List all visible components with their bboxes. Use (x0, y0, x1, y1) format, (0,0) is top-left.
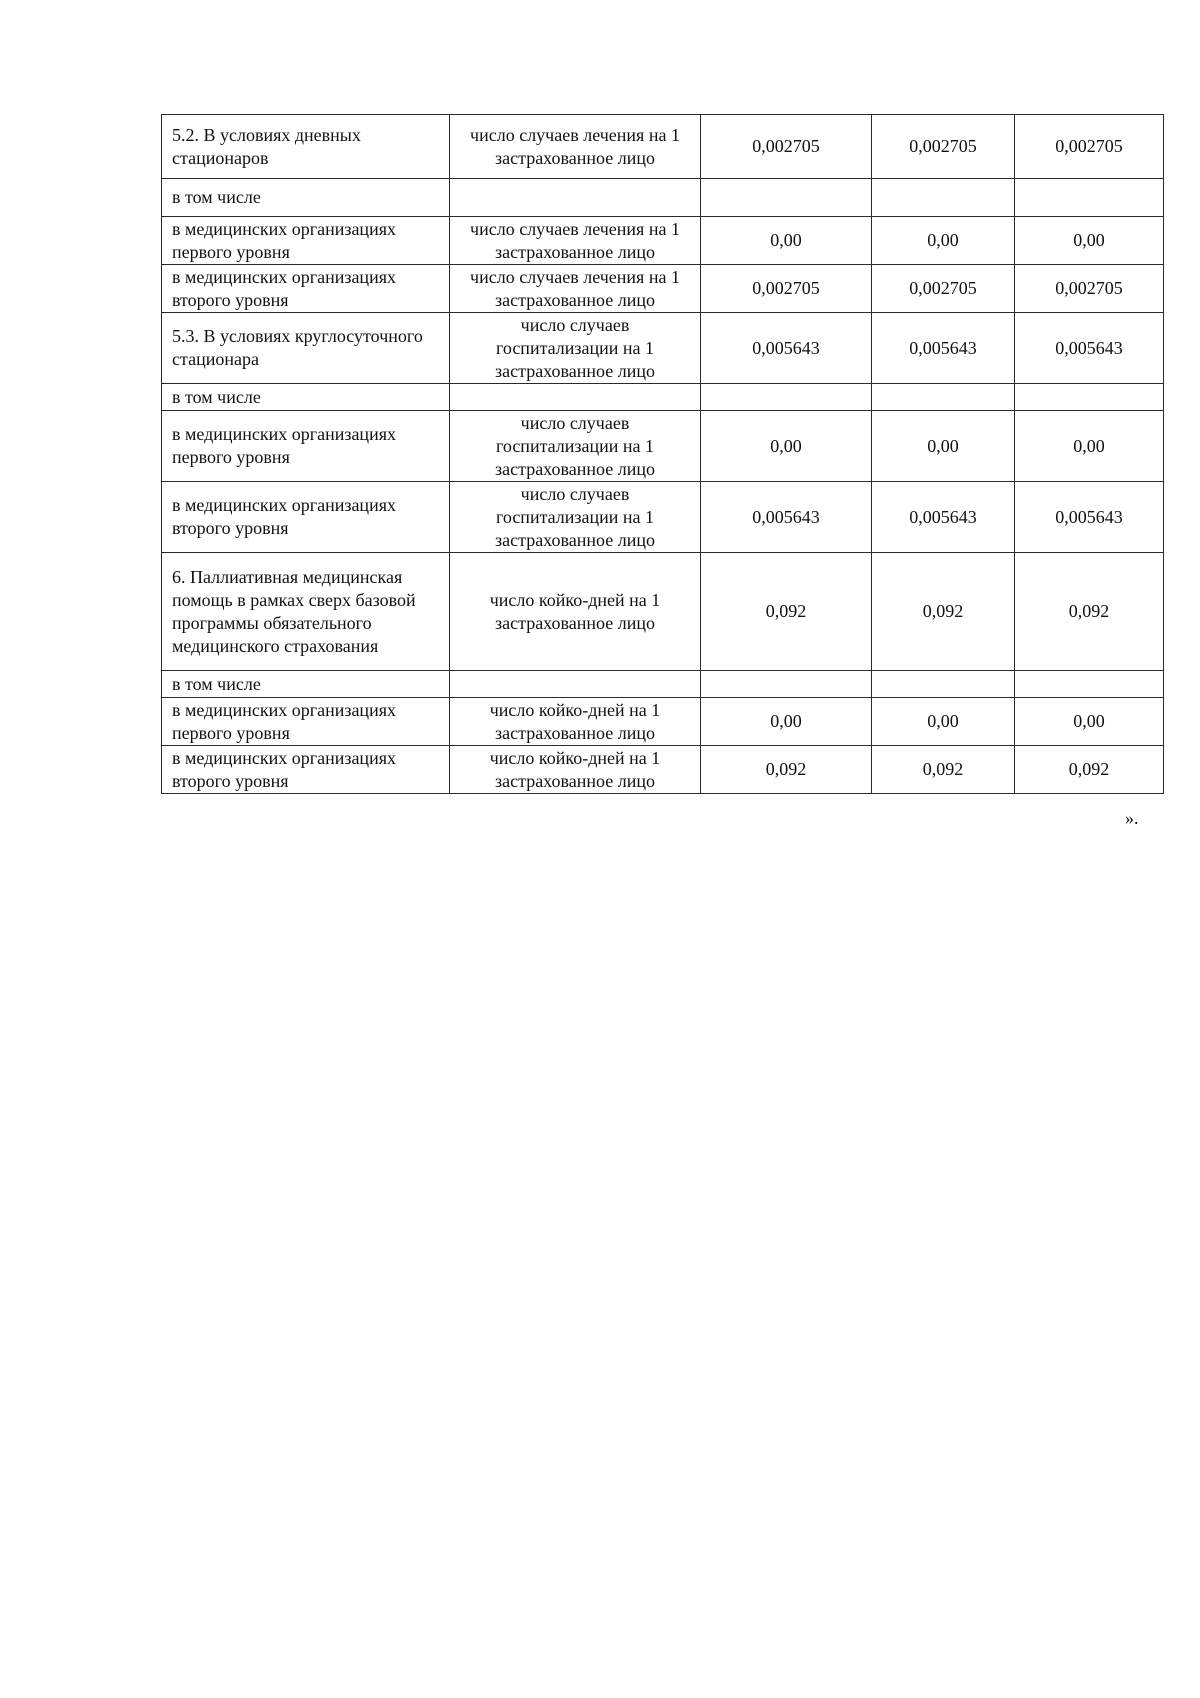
row-label-cell: в медицинских организациях первого уровня (162, 217, 450, 265)
row-label-cell: в медицинских организациях первого уровня (162, 411, 450, 482)
row-label-cell: 5.3. В условиях круглосуточного стационара (162, 313, 450, 384)
value-cell (701, 179, 872, 217)
value-cell: 0,00 (701, 698, 872, 746)
value-cell: 0,00 (701, 217, 872, 265)
value-cell: 0,005643 (1015, 482, 1164, 553)
table-row (162, 671, 1164, 698)
table-row (162, 313, 1164, 384)
row-label-cell: в медицинских организациях второго уровня (162, 482, 450, 553)
norms-table (161, 114, 1164, 794)
value-cell: 0,005643 (872, 482, 1015, 553)
value-cell: 0,092 (872, 553, 1015, 671)
row-label-cell: в том числе (162, 384, 450, 411)
value-cell: 0,005643 (701, 482, 872, 553)
row-label-cell: в том числе (162, 179, 450, 217)
row-label-cell: в медицинских организациях второго уровня (162, 746, 450, 794)
value-cell: 0,092 (1015, 746, 1164, 794)
value-cell (701, 384, 872, 411)
value-cell: 0,002705 (701, 115, 872, 179)
value-cell: 0,00 (872, 411, 1015, 482)
value-cell (1015, 671, 1164, 698)
unit-cell: число койко-дней на 1 застрахованное лицо (450, 553, 701, 671)
value-cell: 0,002705 (701, 265, 872, 313)
unit-cell: число случаев госпитализации на 1 застрахованное лицо (450, 411, 701, 482)
table-row (162, 482, 1164, 553)
value-cell (701, 671, 872, 698)
value-cell: 0,00 (1015, 698, 1164, 746)
value-cell: 0,00 (872, 217, 1015, 265)
unit-cell: число случаев лечения на 1 застрахованное лицо (450, 265, 701, 313)
value-cell (872, 384, 1015, 411)
value-cell (1015, 179, 1164, 217)
value-cell: 0,002705 (872, 115, 1015, 179)
value-cell: 0,00 (701, 411, 872, 482)
row-label-cell: в медицинских организациях первого уровня (162, 698, 450, 746)
value-cell: 0,005643 (872, 313, 1015, 384)
value-cell (1015, 384, 1164, 411)
unit-cell: число койко-дней на 1 застрахованное лицо (450, 698, 701, 746)
value-cell: 0,092 (872, 746, 1015, 794)
table-row (162, 115, 1164, 179)
table-row (162, 217, 1164, 265)
unit-cell: число случаев лечения на 1 застрахованное лицо (450, 217, 701, 265)
value-cell: 0,092 (701, 746, 872, 794)
unit-cell (450, 384, 701, 411)
value-cell (872, 179, 1015, 217)
unit-cell: число случаев госпитализации на 1 застрахованное лицо (450, 482, 701, 553)
value-cell: 0,092 (1015, 553, 1164, 671)
unit-cell (450, 671, 701, 698)
value-cell: 0,00 (872, 698, 1015, 746)
unit-cell: число случаев лечения на 1 застрахованное лицо (450, 115, 701, 179)
value-cell: 0,002705 (872, 265, 1015, 313)
unit-cell: число случаев госпитализации на 1 застрахованное лицо (450, 313, 701, 384)
row-label-cell: в том числе (162, 671, 450, 698)
table-row (162, 746, 1164, 794)
table-row (162, 411, 1164, 482)
table-row (162, 179, 1164, 217)
row-label-cell: 5.2. В условиях дневных стационаров (162, 115, 450, 179)
table-row (162, 553, 1164, 671)
value-cell: 0,00 (1015, 217, 1164, 265)
value-cell: 0,005643 (701, 313, 872, 384)
row-label-cell: в медицинских организациях второго уровня (162, 265, 450, 313)
table-row (162, 698, 1164, 746)
value-cell: 0,092 (701, 553, 872, 671)
value-cell: 0,005643 (1015, 313, 1164, 384)
value-cell: 0,002705 (1015, 115, 1164, 179)
value-cell: 0,002705 (1015, 265, 1164, 313)
table-row (162, 384, 1164, 411)
unit-cell: число койко-дней на 1 застрахованное лицо (450, 746, 701, 794)
closing-quote-mark: ». (1125, 808, 1139, 828)
table-row (162, 265, 1164, 313)
unit-cell (450, 179, 701, 217)
row-label-cell: 6. Паллиативная медицинская помощь в рамках сверх базовой программы обязательного медицинского страхования (162, 553, 450, 671)
value-cell: 0,00 (1015, 411, 1164, 482)
value-cell (872, 671, 1015, 698)
